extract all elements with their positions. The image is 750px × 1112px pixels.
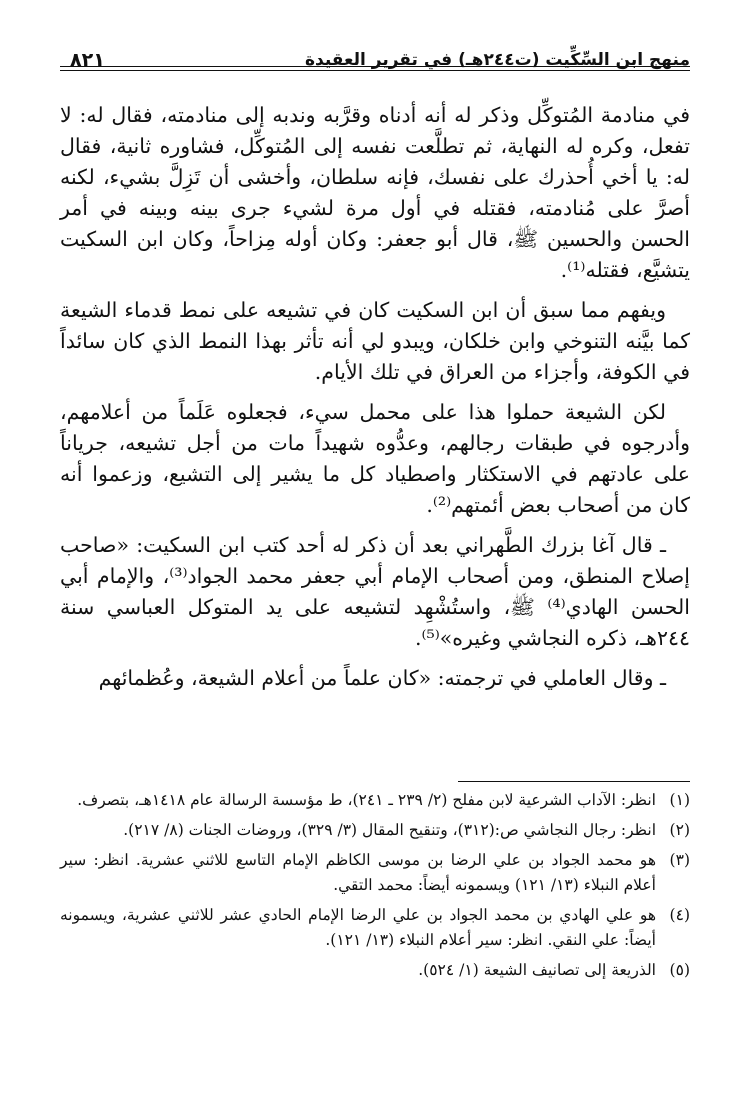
- paragraph: في منادمة المُتوكِّل وذكر له أنه أدناه وقرَّبه وندبه إلى منادمته، فقال له: لا تفعل، وكره له النهاية، ثم تطلَّعت نفسه إلى المُتوكِّل، فشاوره ثانية، فقال له: يا أخي أُحذرك على نفسك، فإنه سلطان، وأخشى أن تَزِلَّ بشيء، لكنه أصرَّ على مُنادمته، فقتله في أول مرة لشيء جرى بينه وبينه في أمر الحسن والحسين ﷺ، قال أبو جعفر: وكان أوله مِزاحاً، وكان ابن السكيت يتشيَّع، فقتله⁽¹⁾.: [60, 103, 690, 282]
- footnote: [60, 958, 690, 983]
- footnote-number: (٢): [669, 821, 690, 839]
- footnote-text: هو محمد الجواد بن علي الرضا بن موسى الكاظم الإمام التاسع للاثني عشرية. انظر: سير أعلام النبلاء (١٣/ ١٢١) ويسمونه أيضاً: محمد التقي.: [60, 851, 656, 894]
- footnote-number: (٣): [669, 851, 690, 869]
- footnote-number: (٤): [669, 906, 690, 924]
- paragraph: ويفهم مما سبق أن ابن السكيت كان في تشيعه على نمط قدماء الشيعة كما بيَّنه التنوخي وابن خلكان، ويبدو لي أنه تأثر بهذا النمط الذي كان سائداً في الكوفة، وأجزاء من العراق في تلك الأيام.: [60, 298, 690, 384]
- footnote-text: انظر: رجال النجاشي ص:(٣١٢)، وتنقيح المقال (٣/ ٣٢٩)، وروضات الجنات (٨/ ٢١٧).: [123, 821, 656, 839]
- header-rule: [60, 66, 690, 74]
- footnote: [60, 903, 690, 953]
- footnote-text: انظر: الآداب الشرعية لابن مفلح (٢/ ٢٣٩ ـ ٢٤١)، ط مؤسسة الرسالة عام ١٤١٨هـ، بتصرف.: [77, 791, 656, 809]
- footnote: [60, 818, 690, 843]
- body-text: [60, 100, 690, 703]
- footnote-number: (١): [669, 791, 690, 809]
- footnote: [60, 788, 690, 813]
- footnote: [60, 848, 690, 898]
- footnote-text: الذريعة إلى تصانيف الشيعة (١/ ٥٢٤).: [418, 961, 656, 979]
- paragraph: ـ قال آغا بزرك الطَّهراني بعد أن ذكر له أحد كتب ابن السكيت: «صاحب إصلاح المنطق، ومن أصحاب الإمام أبي جعفر محمد الجواد⁽³⁾، والإمام أبي الحسن الهادي⁽⁴⁾ ﷺ، واستُشْهِد لتشيعه على يد المتوكل العباسي سنة ٢٤٤هـ، ذكره النجاشي وغيره»⁽⁵⁾.: [60, 533, 690, 650]
- footnote-number: (٥): [669, 961, 690, 979]
- paragraph: لكن الشيعة حملوا هذا على محمل سيء، فجعلوه عَلَماً من أعلامهم، وأدرجوه في طبقات رجالهم، وعدُّوه شهيداً مات من أجل تشيعه، جرياناً على عادتهم في الاستكثار واصطياد كل ما يشير إلى التشيع، وزعموا أنه كان من أصحاب بعض أئمتهم⁽²⁾.: [60, 400, 690, 517]
- page-number: ٨٢١: [70, 49, 105, 71]
- paragraph: ـ وقال العاملي في ترجمته: «كان علماً من أعلام الشيعة، وعُظمائهم: [98, 666, 666, 690]
- running-title: منهج ابن السِّكِّيت (ت٢٤٤هـ) في تقرير العقيدة: [305, 50, 690, 70]
- footnotes: [60, 788, 690, 988]
- footnote-separator: [458, 781, 690, 782]
- footnote-text: هو علي الهادي بن محمد الجواد بن علي الرضا الإمام الحادي عشر للاثني عشرية، ويسمونه أيضاً: علي النقي. انظر: سير أعلام النبلاء (١٣/ ١٢١).: [60, 906, 656, 949]
